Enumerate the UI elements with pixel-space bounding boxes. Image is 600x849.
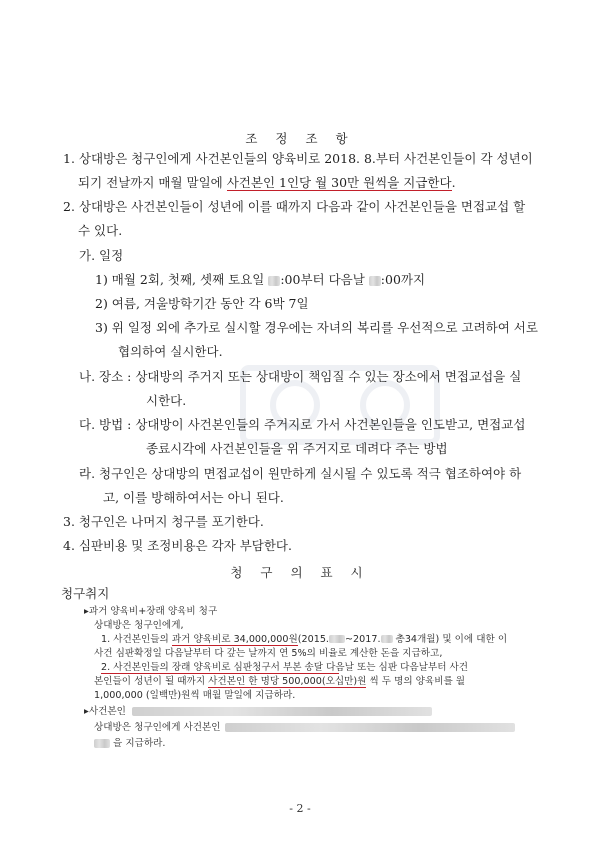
redacted-date — [381, 635, 393, 643]
agreement-title: 조 정 조 항 — [245, 131, 355, 146]
redacted-child-info — [132, 707, 432, 716]
highlight-past-support: 과거 양육비로 34,000,000원 — [171, 634, 298, 645]
item-da-method-2: 종료시각에 사건본인들을 위 주거지로 데려다 주는 방법 — [146, 441, 448, 456]
redacted-time — [268, 276, 280, 286]
clause-2-line-2: 수 있다. — [78, 223, 123, 238]
schedule-line-1: 1) 매월 2회, 첫째, 셋째 토요일 :00부터 다음날 :00까지 — [95, 272, 426, 287]
item-da-method-1: 다. 방법 : 상대방이 사건본인들의 주거지로 가서 사건본인들을 인도받고, 면접교섭 — [79, 417, 526, 432]
item-na-place-1: 나. 장소 : 상대방의 주거지 또는 상대방이 책임질 수 있는 장소에서 면접교섭을 실 — [79, 369, 522, 384]
redacted-child-info — [225, 723, 515, 732]
redacted-time — [369, 276, 381, 286]
schedule-line-2: 2) 여름, 겨울방학기간 동안 각 6박 7일 — [95, 296, 309, 311]
claim-2-line-3: 1,000,000 (일백만)원씩 매월 말일에 지급하라. — [94, 690, 296, 701]
clause-2-line-1: 2. 상대방은 사건본인들이 성년에 이를 때까지 다음과 같이 사건본인들을 면접교섭 할 — [63, 199, 526, 214]
item-ra-cooperate-1: 라. 청구인은 상대방의 면접교섭이 원만하게 실시될 수 있도록 적극 협조하여야 하 — [79, 466, 522, 481]
page-number: - 2 - — [289, 802, 311, 815]
highlight-future-support: 사건본인 한 명당 500,000(오십만)원 — [208, 676, 367, 687]
redacted-child-info — [94, 739, 110, 748]
schedule-line-3: 3) 위 일정 외에 추가로 실시할 경우에는 자녀의 복리를 우선적으로 고려하여 서로 — [95, 320, 538, 335]
clause-1-line-2: 되기 전날까지 매월 말일에 사건본인 1인당 월 30만 원씩을 지급한다. — [78, 175, 456, 190]
highlight-monthly-support: 사건본인 1인당 월 30만 원씩을 지급한다 — [226, 175, 452, 190]
claim-child-line-2: 을 지급하라. — [94, 738, 165, 750]
claim-item-support: ▸과거 양육비+장래 양육비 청구 — [84, 606, 218, 617]
red-underline-future — [101, 673, 339, 674]
claim-title: 청 구 의 표 시 — [230, 565, 370, 580]
clause-1-line-1: 1. 상대방은 청구인에게 사건본인들의 양육비로 2018. 8.부터 사건본인들이 각 성년이 — [63, 151, 533, 166]
claim-2-line-1: 2. 사건본인들의 장래 양육비로 심판청구서 부본 송달 다음날 또는 심판 다음날부터 사건 — [101, 662, 469, 673]
claim-item-child: ▸사건본인 — [84, 706, 432, 718]
claim-child-line-1: 상대방은 청구인에게 사건본인 — [94, 722, 515, 734]
claim-heading: 청구취지 — [61, 586, 110, 601]
clause-4: 4. 심판비용 및 조정비용은 각자 부담한다. — [63, 538, 292, 553]
claim-1-line-2: 사건 심판확정일 다음날부터 다 갚는 날까지 연 5%의 비율로 계산한 돈을 지급하고, — [94, 648, 443, 659]
item-na-place-2: 시한다. — [146, 393, 187, 408]
claim-addressee: 상대방은 청구인에게, — [94, 620, 184, 631]
claim-1-line-1: 1. 사건본인들의 과거 양육비로 34,000,000원(2015. ~2017. 총34개월) 및 이에 대한 이 — [101, 634, 508, 645]
claim-2-line-2: 본인들이 성년이 될 때까지 사건본인 한 명당 500,000(오십만)원 씩 두 명의 양육비를 월 — [94, 676, 466, 687]
item-ga-schedule: 가. 일정 — [79, 248, 124, 263]
clause-3: 3. 청구인은 나머지 청구를 포기한다. — [63, 514, 264, 529]
schedule-line-4: 협의하여 실시한다. — [118, 344, 223, 359]
item-ra-cooperate-2: 고, 이를 방해하여서는 아니 된다. — [103, 490, 284, 505]
redacted-date — [329, 635, 345, 643]
